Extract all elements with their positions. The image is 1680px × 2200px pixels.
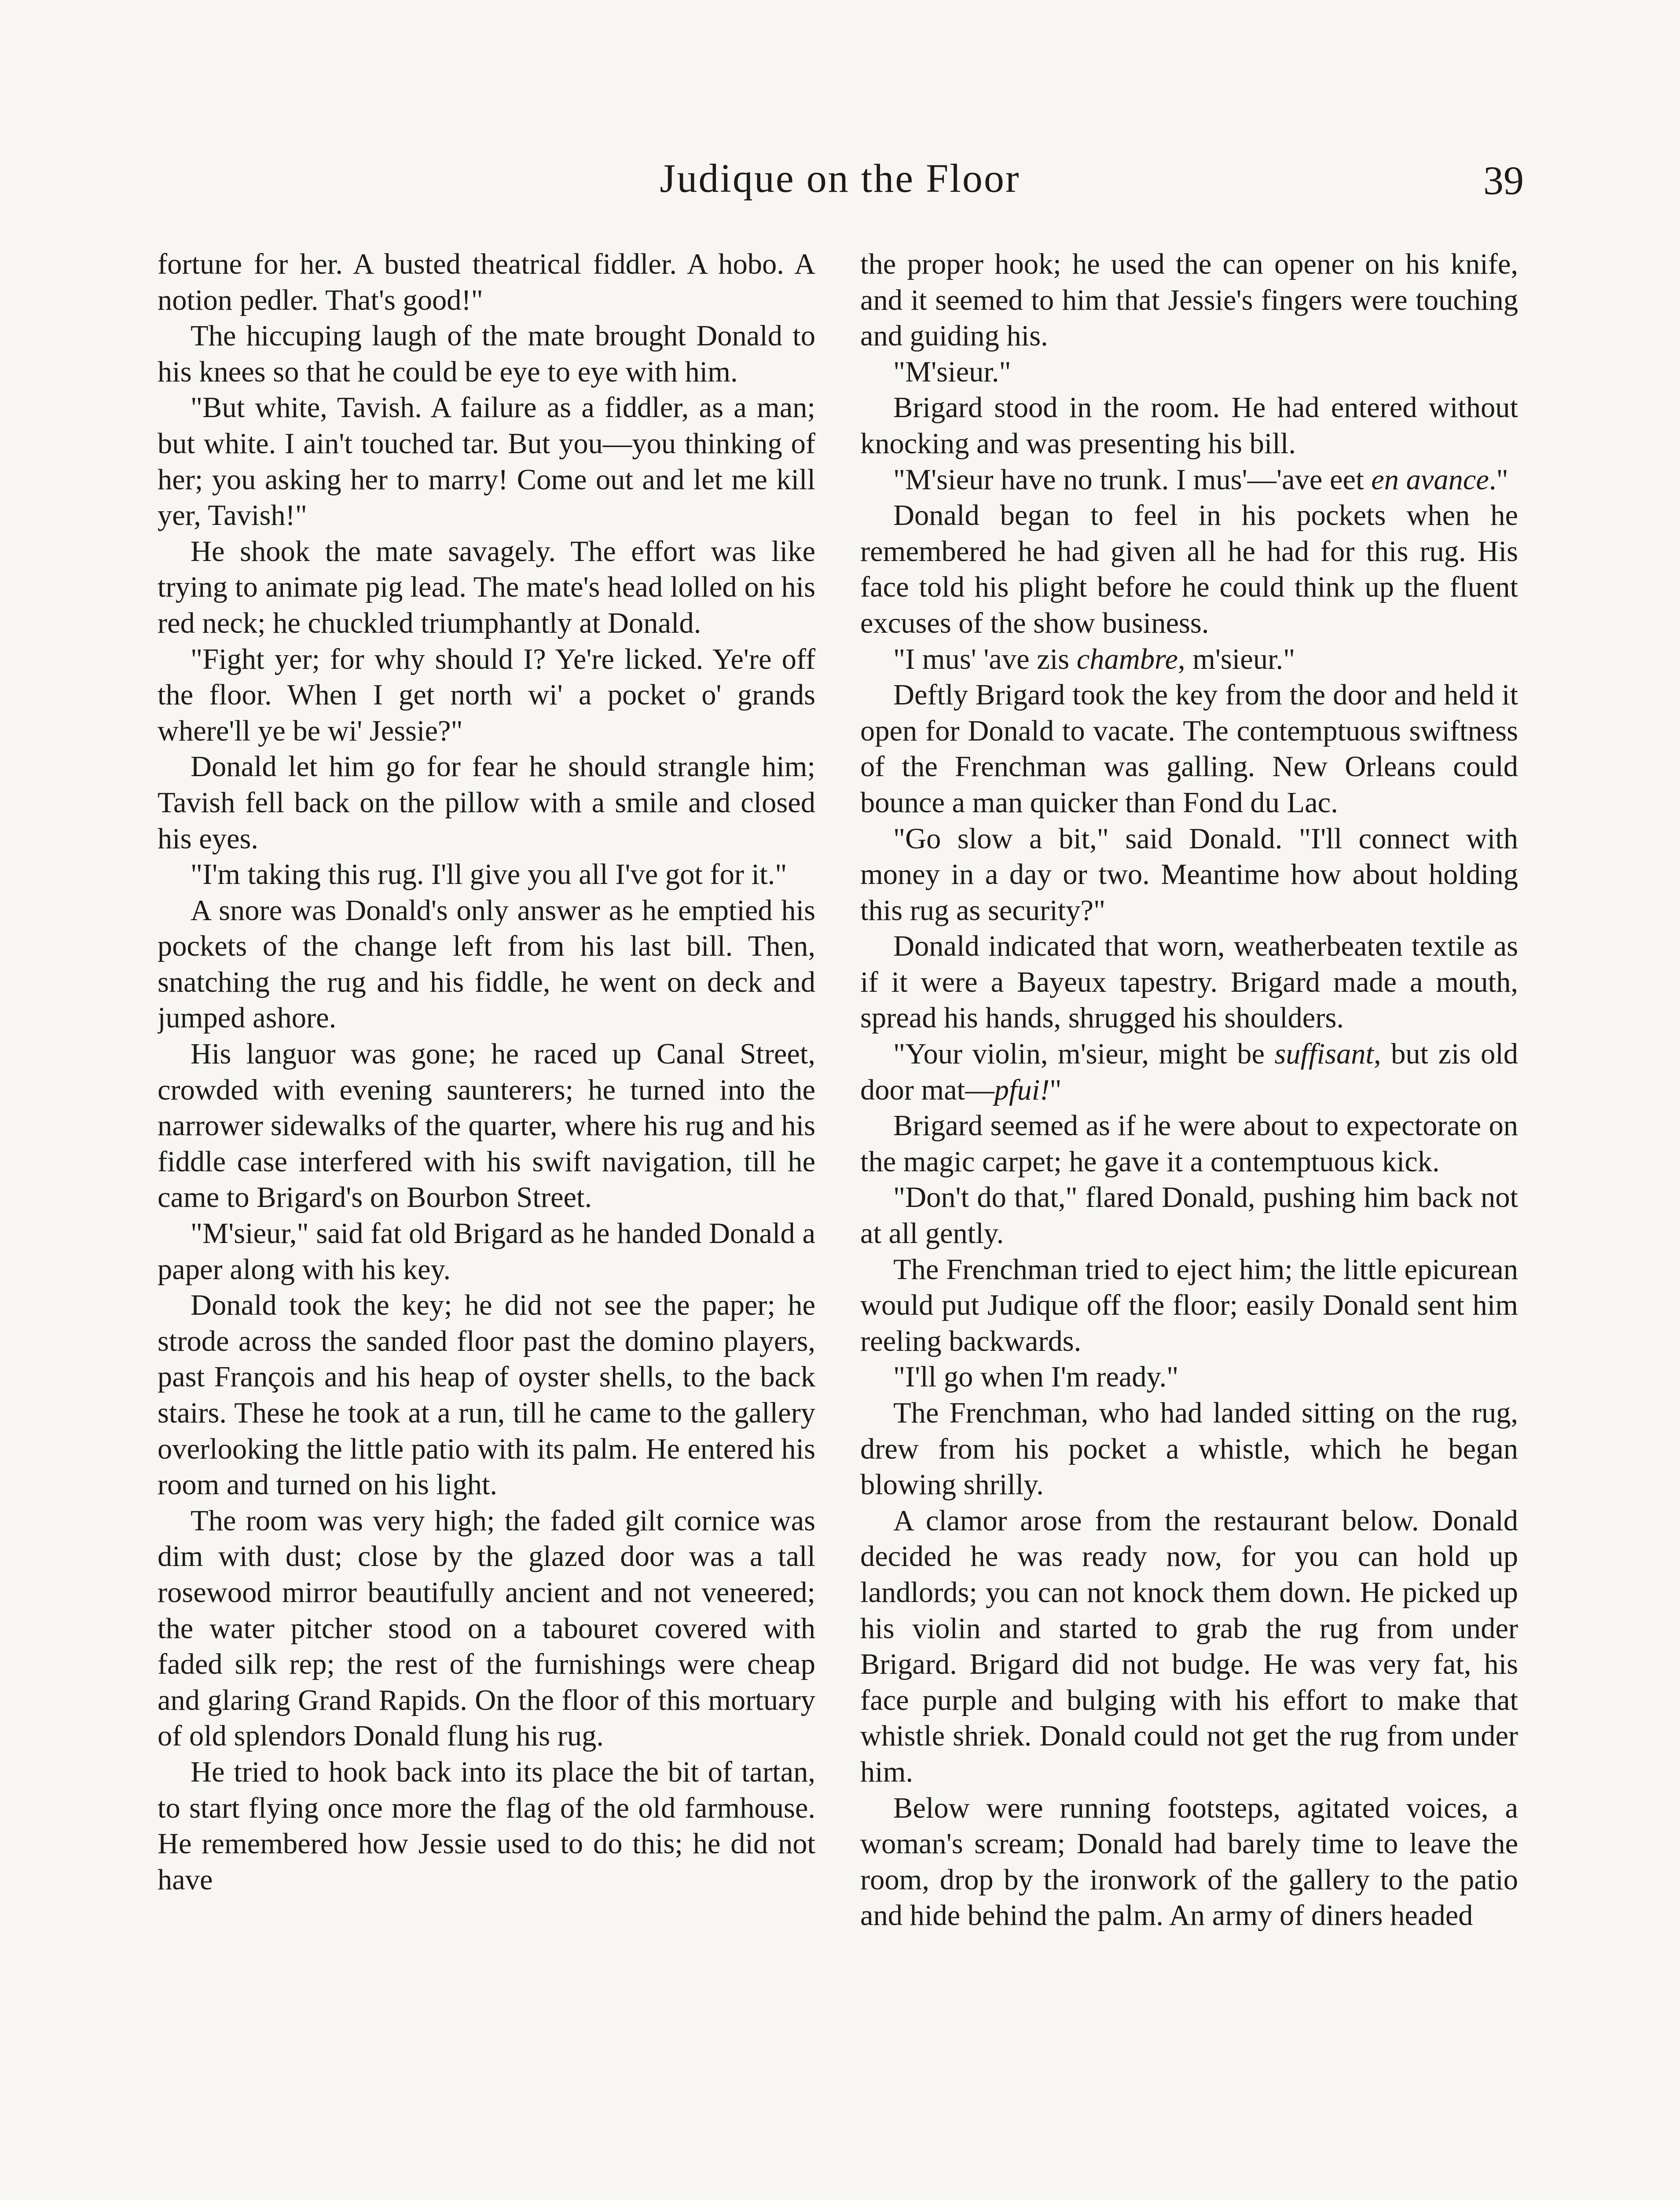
- paragraph: "Your violin, m'sieur, might be suffisant, but zis old door mat—pfui!": [860, 1038, 1518, 1106]
- paragraph: He tried to hook back into its place the bit of tartan, to start flying once more the flag of the old farmhouse. He remembered how Jessie used to do this; he did not have: [158, 1756, 815, 1896]
- paragraph: Brigard seemed as if he were about to expectorate on the magic carpet; he gave it a contemptuous kick.: [860, 1110, 1518, 1178]
- paragraph: Below were running footsteps, agitated voices, a woman's scream; Donald had barely time to leave the room, drop by the ironwork of the gallery to the patio and hide behind the palm. An army of diners headed: [860, 1792, 1518, 1932]
- paragraph: Donald let him go for fear he should strangle him; Tavish fell back on the pillow with a smile and closed his eyes.: [158, 751, 815, 855]
- paragraph: "I'm taking this rug. I'll give you all I've got for it.": [191, 858, 787, 891]
- paragraph: His languor was gone; he raced up Canal Street, crowded with evening saunterers; he turned into the narrower sidewalks of the quarter, where his rug and his fiddle case interfered with his swift navigation, till he came to Brigard's on Bourbon Street.: [158, 1038, 815, 1214]
- paragraph: "Fight yer; for why should I? Ye're licked. Ye're off the floor. When I get north wi' a pocket o' grands where'll ye be wi' Jessie?": [158, 643, 815, 747]
- paragraph: The hiccuping laugh of the mate brought Donald to his knees so that he could be eye to eye with him.: [158, 320, 815, 388]
- paragraph: "I'll go when I'm ready.": [893, 1361, 1179, 1393]
- paragraph: Brigard stood in the room. He had entered without knocking and was presenting his bill.: [860, 392, 1518, 460]
- page-number: 39: [1483, 158, 1524, 203]
- paragraph: "I mus' 'ave zis chambre, m'sieur.": [893, 643, 1295, 675]
- paragraph: the proper hook; he used the can opener on his knife, and it seemed to him that Jessie's fingers were touching and guiding his.: [860, 248, 1518, 352]
- paragraph: The Frenchman tried to eject him; the little epicurean would put Judique off the floor; easily Donald sent him reeling backwards.: [860, 1253, 1518, 1357]
- paragraph: "M'sieur have no trunk. I mus'—'ave eet en avance.": [893, 463, 1508, 496]
- paragraph: The Frenchman, who had landed sitting on the rug, drew from his pocket a whistle, which he began blowing shrilly.: [860, 1397, 1518, 1501]
- paragraph: "M'sieur," said fat old Brigard as he handed Donald a paper along with his key.: [158, 1217, 815, 1286]
- paragraph: Donald indicated that worn, weatherbeaten textile as if it were a Bayeux tapestry. Brigard made a mouth, spread his hands, shrugged his shoulders.: [860, 930, 1518, 1034]
- paragraph: Donald took the key; he did not see the paper; he strode across the sanded floor past the domino players, past François and his heap of oyster shells, to the back stairs. These he took at a run, till he came to the gallery overlooking the little patio with its palm. He entered his room and turned on his light.: [158, 1289, 815, 1501]
- right-text-column: [860, 246, 1518, 2200]
- left-text-column: [158, 246, 815, 2200]
- paragraph: He shook the mate savagely. The effort was like trying to animate pig lead. The mate's head lolled on his red neck; he chuckled triumphantly at Donald.: [158, 535, 815, 639]
- paragraph: "Go slow a bit," said Donald. "I'll connect with money in a day or two. Meantime how about holding this rug as security?": [860, 822, 1518, 927]
- paragraph: A clamor arose from the restaurant below. Donald decided he was ready now, for you can hold up landlords; you can not knock them down. He picked up his violin and started to grab the rug from under Brigard. Brigard did not budge. He was very fat, his face purple and bulging with his effort to make that whistle shriek. Donald could not get the rug from under him.: [860, 1504, 1518, 1788]
- paragraph: "But white, Tavish. A failure as a fiddler, as a man; but white. I ain't touched tar. But you—you thinking of her; you asking her to marry! Come out and let me kill yer, Tavish!": [158, 392, 815, 532]
- page-header: [0, 152, 1680, 209]
- paragraph: "Don't do that," flared Donald, pushing him back not at all gently.: [860, 1181, 1518, 1250]
- paragraph: Donald began to feel in his pockets when he remembered he had given all he had for this rug. His face told his plight before he could think up the fluent excuses of the show business.: [860, 499, 1518, 639]
- paragraph: fortune for her. A busted theatrical fiddler. A hobo. A notion pedler. That's good!": [158, 248, 815, 316]
- paragraph: "M'sieur.": [893, 356, 1011, 388]
- paragraph: Deftly Brigard took the key from the door and held it open for Donald to vacate. The contemptuous swiftness of the Frenchman was galling. New Orleans could bounce a man quicker than Fond du Lac.: [860, 679, 1518, 819]
- paragraph: The room was very high; the faded gilt cornice was dim with dust; close by the glazed door was a tall rosewood mirror beautifully ancient and not veneered; the water pitcher stood on a tabouret covered with faded silk rep; the rest of the furnishings were cheap and glaring Grand Rapids. On the floor of this mortuary of old splendors Donald flung his rug.: [158, 1504, 815, 1753]
- running-title: Judique on the Floor: [660, 156, 1020, 201]
- paragraph: A snore was Donald's only answer as he emptied his pockets of the change left from his last bill. Then, snatching the rug and his fiddle, he went on deck and jumped ashore.: [158, 894, 815, 1034]
